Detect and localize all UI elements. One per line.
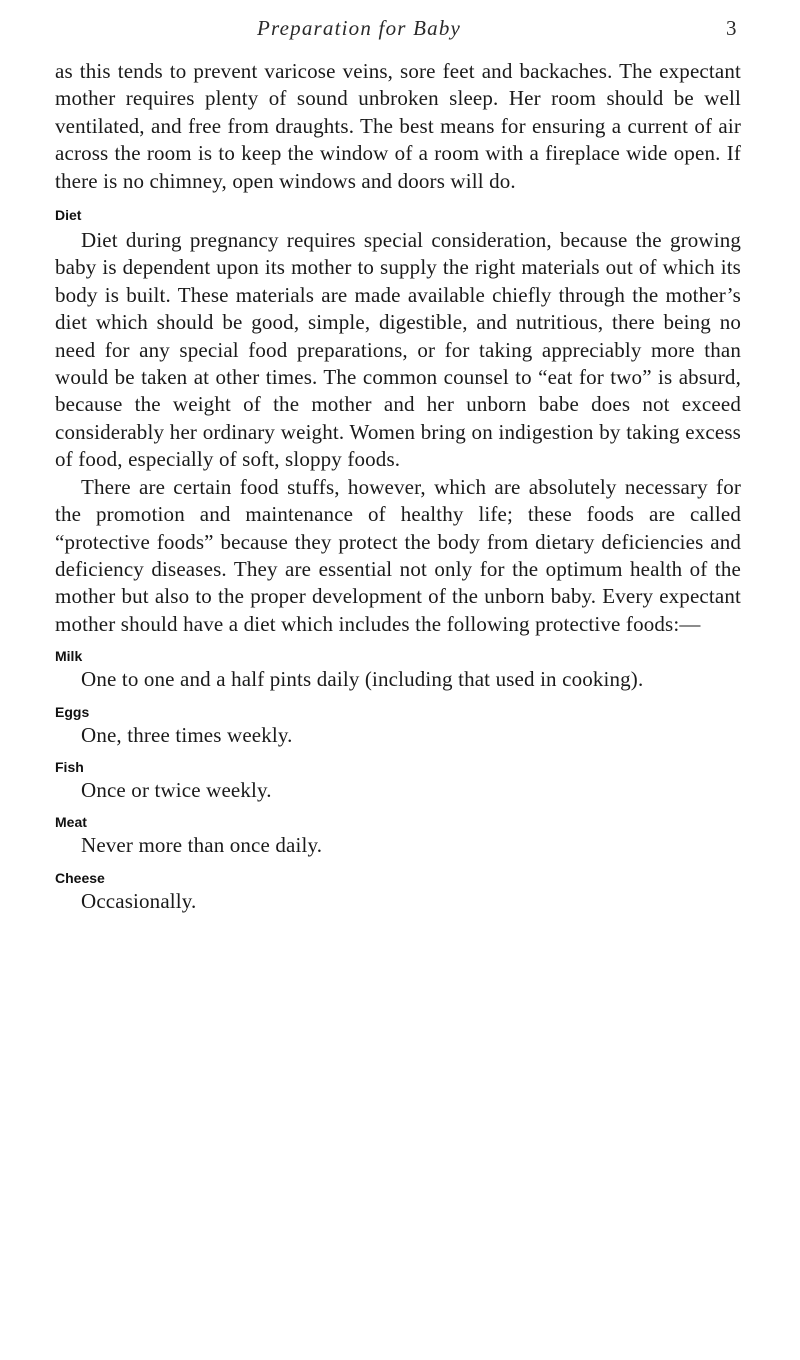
protective-foods-list xyxy=(55,646,741,915)
food-heading-cheese: Cheese xyxy=(55,869,105,886)
section-heading-diet: Diet xyxy=(55,207,82,224)
running-title: Preparation for Baby xyxy=(257,16,462,40)
diet-paragraph-2: There are certain food stuffs, however, which are absolutely necessary for the promotion and maintenance of healthy life; these foods are called “protective foods” because they protect the body from dietary deficiencies and deficiency diseases. They are essential not only for the optimum health of the mother but also to the proper development of the unborn baby. Every expectant mother should have a diet which includes the following protective foods:— xyxy=(55,474,741,636)
page-number: 3 xyxy=(726,16,737,40)
running-head xyxy=(0,16,800,46)
intro-paragraph: as this tends to prevent varicose veins, sore feet and backaches. The expectant mother requires plenty of sound unbroken sleep. Her room should be well ventilated, and free from draughts. The best means for ensuring a current of air across the room is to keep the window of a room with a fireplace wide open. If there is no chimney, open windows and doors will do. xyxy=(55,59,741,193)
food-text-meat: Never more than once daily. xyxy=(81,833,323,858)
food-text-cheese: Occasionally. xyxy=(81,888,197,913)
food-heading-fish: Fish xyxy=(55,758,84,775)
diet-paragraph-1: Diet during pregnancy requires special consideration, because the growing baby is dependent upon its mother to supply the right materials out of which its body is built. These materials are made available chiefly through the mother’s diet which should be good, simple, digestible, and nutritious, there being no need for any special food preparations, or for taking appreciably more than would be taken at other times. The common counsel to “eat for two” is absurd, because the weight of the mother and her unborn babe does not exceed considerably her ordinary weight. Women bring on indigestion by taking excess of food, especially of soft, sloppy foods. xyxy=(55,228,741,472)
food-text-milk: One to one and a half pints daily (including that used in cooking). xyxy=(81,667,644,692)
food-heading-milk: Milk xyxy=(55,648,83,665)
food-heading-eggs: Eggs xyxy=(55,703,90,720)
food-heading-meat: Meat xyxy=(55,814,87,831)
food-text-eggs: One, three times weekly. xyxy=(81,722,293,747)
food-text-fish: Once or twice weekly. xyxy=(81,777,272,802)
body-text xyxy=(55,58,741,915)
